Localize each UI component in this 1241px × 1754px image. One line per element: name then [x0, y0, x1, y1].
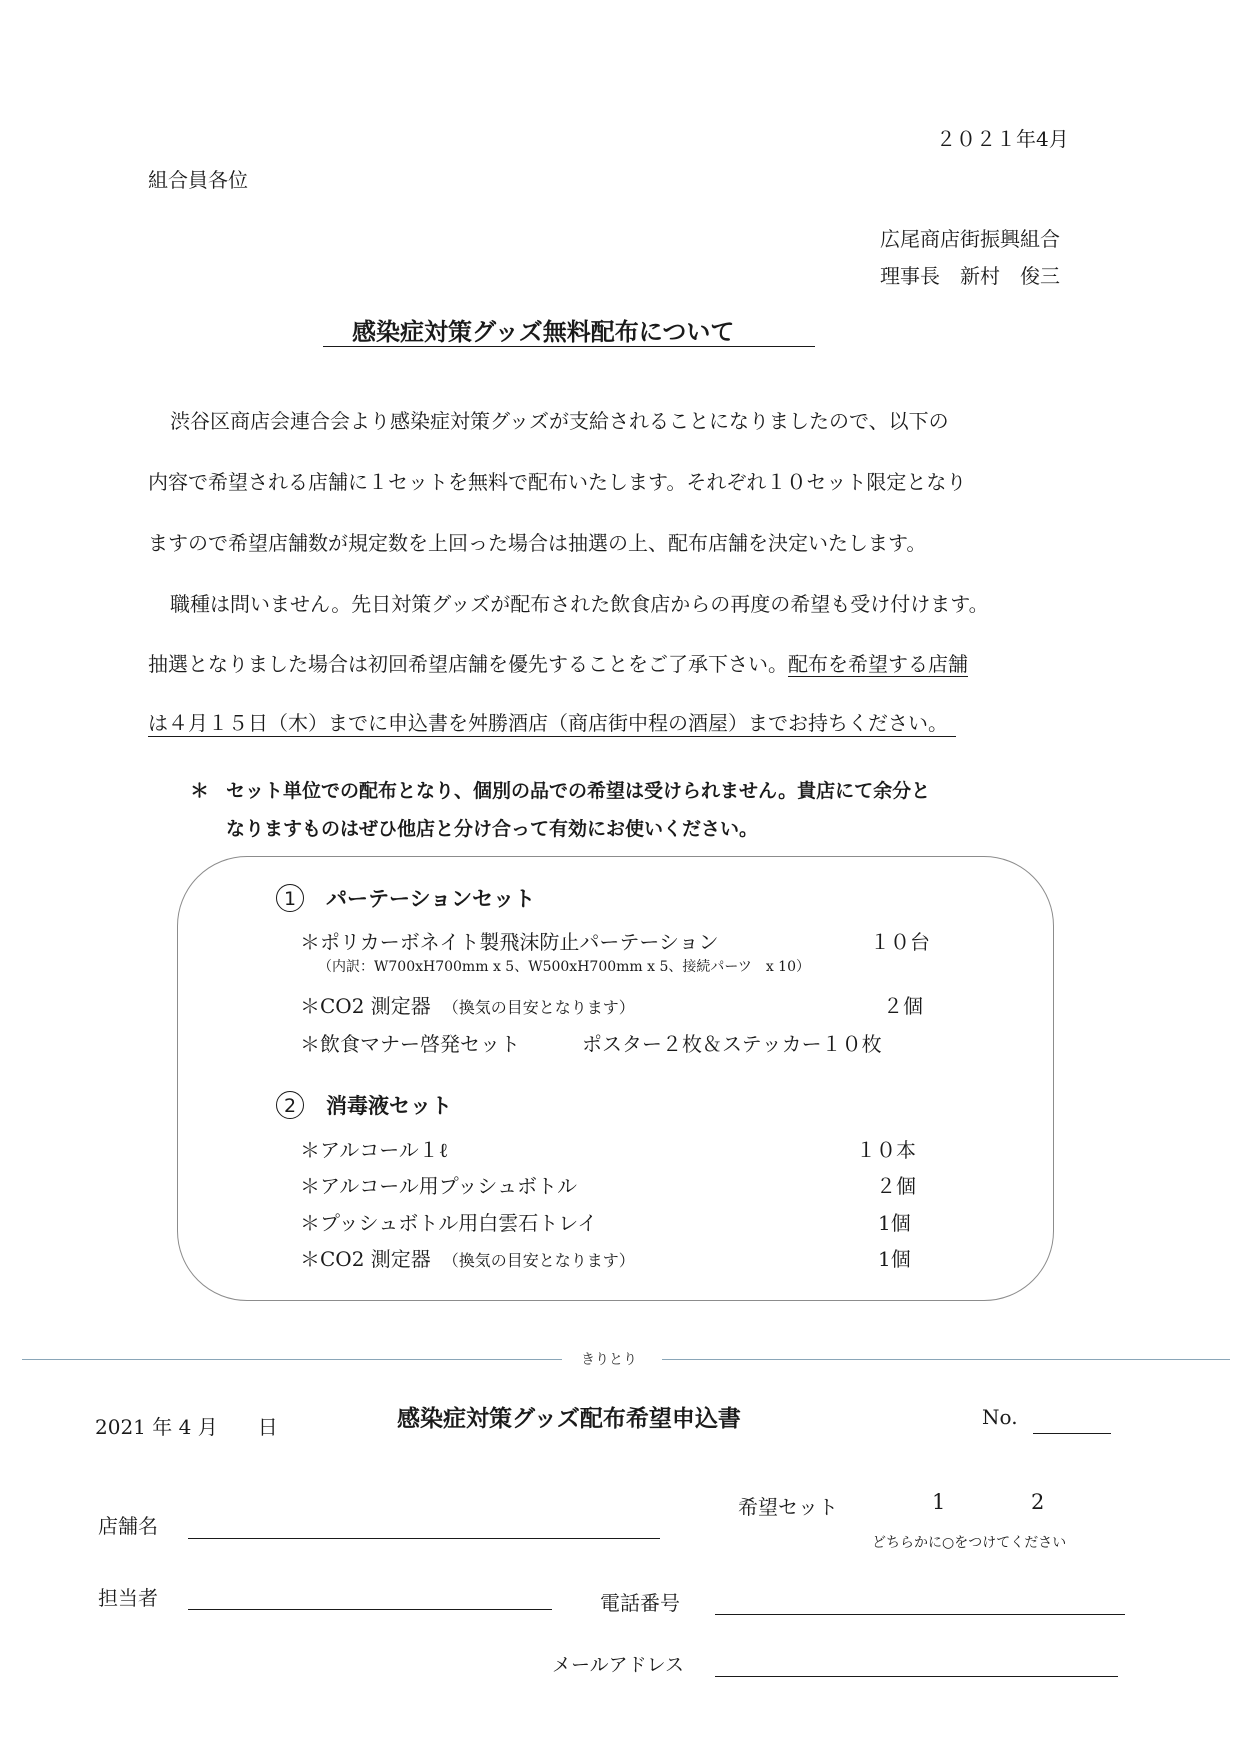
form-date: 2021 年 4 月 日 [95, 1415, 278, 1439]
phone-label: 電話番号 [600, 1591, 680, 1615]
set-number-badge: 2 [276, 1091, 304, 1119]
wish-set-option-2[interactable]: 2 [1031, 1490, 1045, 1514]
sender-organization: 広尾商店街振興組合 [880, 227, 1060, 251]
page-title: 感染症対策グッズ無料配布について [352, 318, 735, 346]
email-field[interactable] [715, 1676, 1118, 1677]
shop-name-label: 店舗名 [98, 1514, 158, 1538]
item-qty: ポスター２枚＆ステッカー１０枚 [582, 1032, 882, 1056]
form-no-label: No. [982, 1405, 1018, 1429]
email-label: メールアドレス [552, 1654, 685, 1676]
set-name: 消毒液セット [326, 1094, 452, 1118]
item-note: （換気の目安となります） [450, 1251, 635, 1270]
body-line: ますので希望店舗数が規定数を上回った場合は抽選の上、配布店舗を決定いたします。 [148, 531, 927, 555]
cut-line-left [22, 1359, 562, 1360]
addressee: 組合員各位 [148, 168, 248, 192]
body-line: 職種は問いません。先日対策グッズが配布された飲食店からの再度の希望も受け付けます。 [170, 592, 989, 616]
item-qty: １０本 [856, 1138, 916, 1162]
person-field[interactable] [188, 1609, 552, 1610]
item-label: ＊ポリカーボネイト製飛沫防止パーテーション [300, 930, 719, 954]
wish-set-label: 希望セット [738, 1495, 838, 1519]
item-label: ＊CO2 測定器 [300, 994, 431, 1018]
person-label: 担当者 [98, 1586, 158, 1610]
note-line: セット単位での配布となり、個別の品での希望は受けられません。貴店にて余分と [226, 780, 931, 802]
item-label: ＊プッシュボトル用白雲石トレイ [300, 1211, 598, 1235]
item-row [300, 990, 635, 1019]
item-qty: １０台 [870, 930, 930, 954]
body-text: 抽選となりました場合は初回希望店舗を優先することをご了承下さい。 [148, 652, 788, 676]
item-row [300, 1243, 635, 1272]
form-title: 感染症対策グッズ配布希望申込書 [397, 1406, 741, 1432]
item-qty: 1個 [878, 1247, 911, 1271]
note-line: なりますものはぜひ他店と分け合って有効にお使いください。 [226, 818, 759, 840]
item-qty: ２個 [883, 994, 923, 1018]
item-qty: 1個 [878, 1211, 911, 1235]
underlined-body-line: は４月１５日（木）までに申込書を舛勝酒店（商店街中程の酒屋）までお持ちください。 [148, 707, 956, 737]
item-sub: （内訳：W700xH700mm x 5、W500xH700mm x 5、接続パーツ x 10） [318, 959, 810, 975]
wish-set-option-1[interactable]: 1 [932, 1490, 946, 1514]
body-line: 渋谷区商店会連合会より感染症対策グッズが支給されることになりましたので、以下の [170, 409, 949, 433]
body-line [148, 648, 968, 677]
shop-name-field[interactable] [188, 1538, 660, 1539]
set-heading [276, 883, 535, 913]
set-heading [276, 1090, 452, 1120]
document-date: ２０２１年4月 [936, 127, 1069, 151]
phone-field[interactable] [715, 1614, 1125, 1615]
body-line: 内容で希望される店舗に１セットを無料で配布いたします。それぞれ１０セット限定となり [148, 470, 967, 494]
cut-label: きりとり [581, 1352, 637, 1368]
cut-line-right [662, 1359, 1230, 1360]
set-number-badge: 1 [276, 884, 304, 912]
form-no-field[interactable] [1033, 1433, 1111, 1434]
item-label: ＊アルコール１ℓ [300, 1138, 449, 1162]
item-label: ＊飲食マナー啓発セット [300, 1032, 520, 1056]
item-note: （換気の目安となります） [450, 998, 635, 1017]
item-label: ＊アルコール用プッシュボトル [300, 1174, 577, 1198]
sender-chair: 理事長 新村 俊三 [880, 264, 1060, 288]
item-label: ＊CO2 測定器 [300, 1247, 431, 1271]
underlined-text: 配布を希望する店舗 [788, 652, 968, 676]
item-qty: ２個 [876, 1174, 916, 1198]
wish-set-hint: どちらかに○をつけてください [872, 1535, 1067, 1551]
note-mark: ＊ [190, 780, 210, 802]
set-name: パーテーションセット [326, 887, 536, 911]
